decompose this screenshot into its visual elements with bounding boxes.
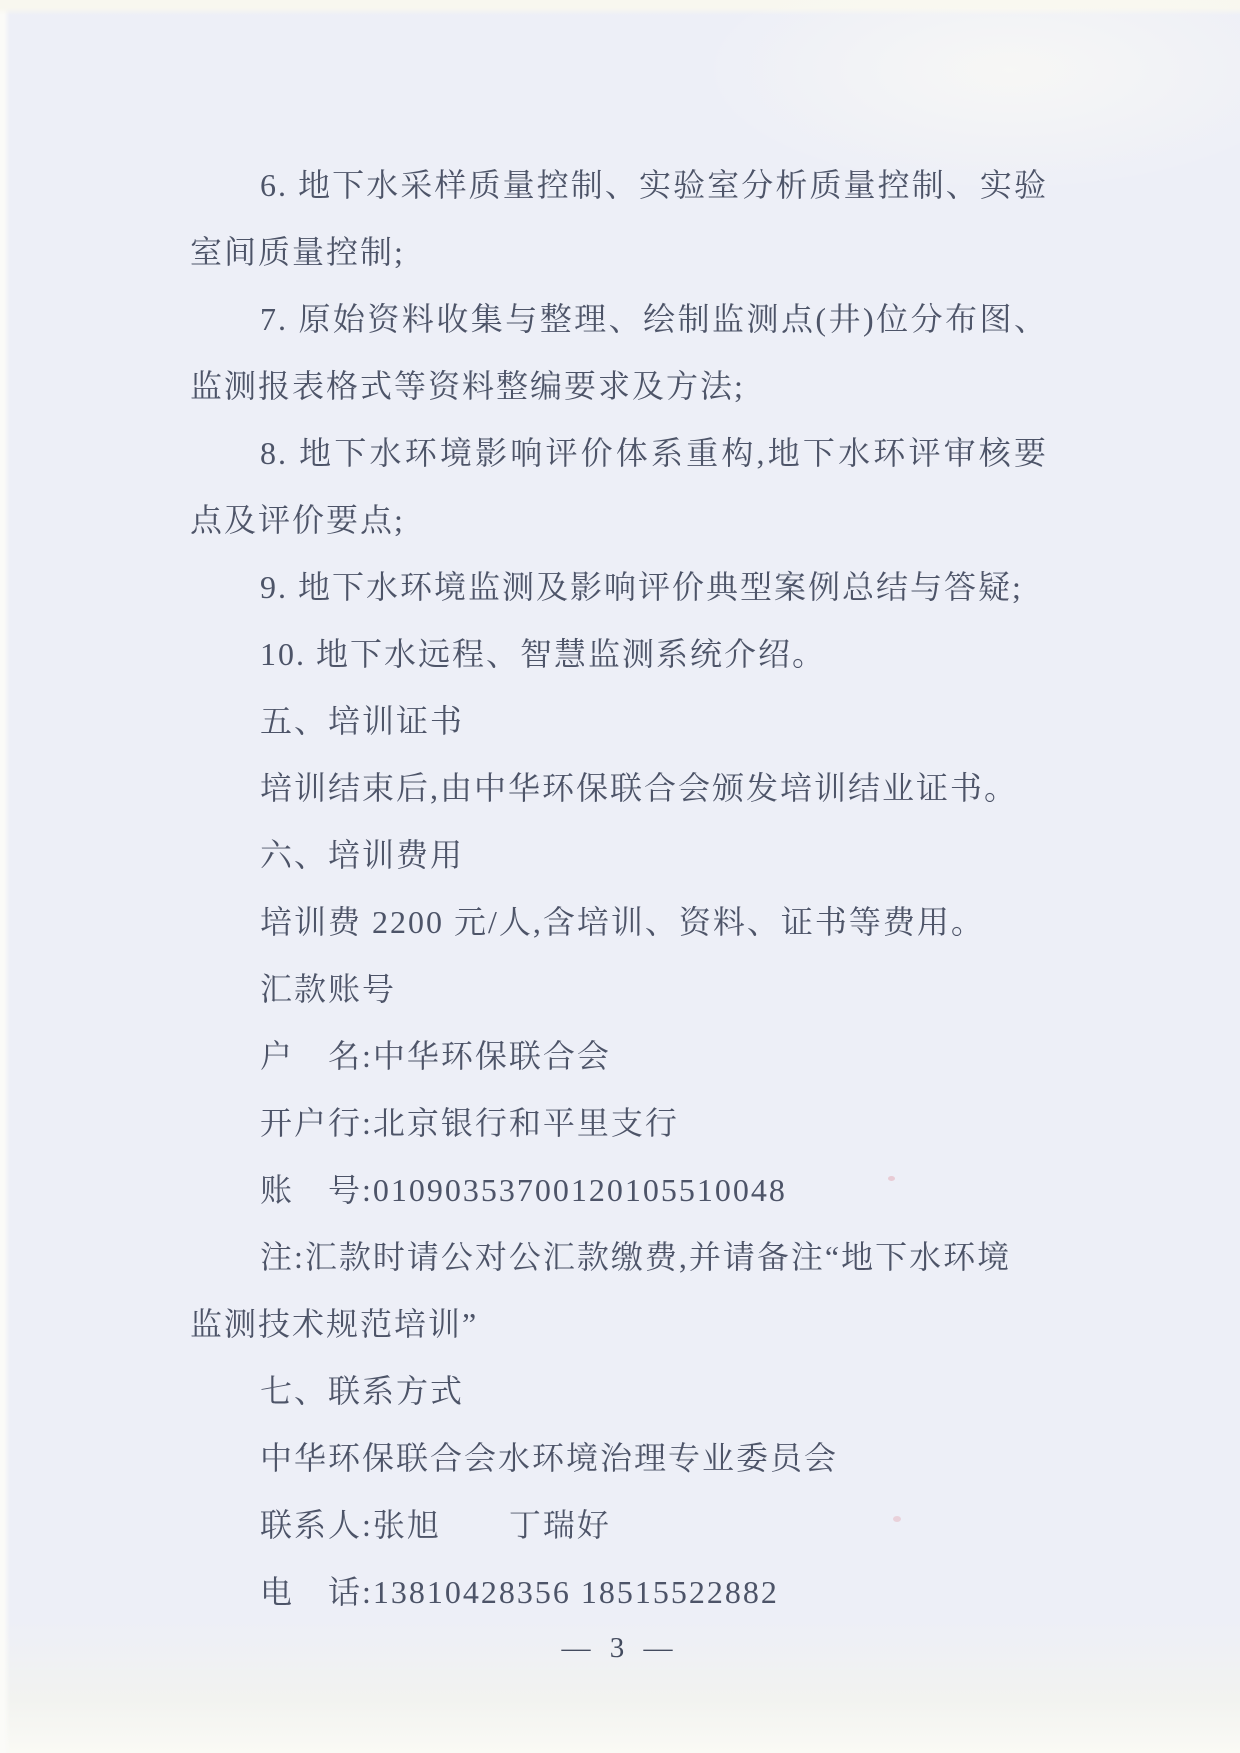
account-name-line: 户 名:中华环保联合会 — [260, 1038, 611, 1074]
bank-branch-line: 开户行:北京银行和平里支行 — [260, 1105, 679, 1141]
account-number-line: 账 号:01090353700120105510048 — [260, 1172, 787, 1208]
section-7-heading: 七、联系方式 — [260, 1373, 465, 1409]
page-number: — 3 — — [561, 1632, 679, 1664]
item-7-line-2: 监测报表格式等资料整编要求及方法; — [190, 368, 745, 404]
remittance-account-heading: 汇款账号 — [260, 971, 397, 1007]
item-10-line: 10. 地下水远程、智慧监测系统介绍。 — [260, 636, 827, 672]
scan-artifact-dot — [893, 1516, 901, 1522]
remittance-note-line-2: 监测技术规范培训” — [190, 1306, 479, 1342]
remittance-note-line-1: 注:汇款时请公对公汇款缴费,并请备注“地下水环境 — [260, 1239, 1012, 1275]
item-8-line-1: 8. 地下水环境影响评价体系重构,地下水环评审核要 — [260, 435, 1048, 471]
section-6-heading: 六、培训费用 — [260, 837, 465, 873]
item-6-line-1: 6. 地下水采样质量控制、实验室分析质量控制、实验 — [260, 167, 1048, 203]
committee-line: 中华环保联合会水环境治理专业委员会 — [260, 1440, 839, 1476]
scan-artifact-dot — [888, 1176, 895, 1181]
certificate-paragraph: 培训结束后,由中华环保联合会颁发培训结业证书。 — [260, 770, 1019, 806]
document-body — [190, 152, 1048, 1626]
item-7-line-1: 7. 原始资料收集与整理、绘制监测点(井)位分布图、 — [260, 301, 1048, 337]
fee-paragraph: 培训费 2200 元/人,含培训、资料、证书等费用。 — [260, 904, 985, 940]
item-8-line-2: 点及评价要点; — [190, 502, 405, 538]
phone-line: 电 话:13810428356 18515522882 — [260, 1574, 779, 1610]
contacts-line: 联系人:张旭 丁瑞好 — [260, 1507, 611, 1543]
item-6-line-2: 室间质量控制; — [190, 234, 405, 270]
item-9-line: 9. 地下水环境监测及影响评价典型案例总结与答疑; — [260, 569, 1023, 605]
section-5-heading: 五、培训证书 — [260, 703, 465, 739]
